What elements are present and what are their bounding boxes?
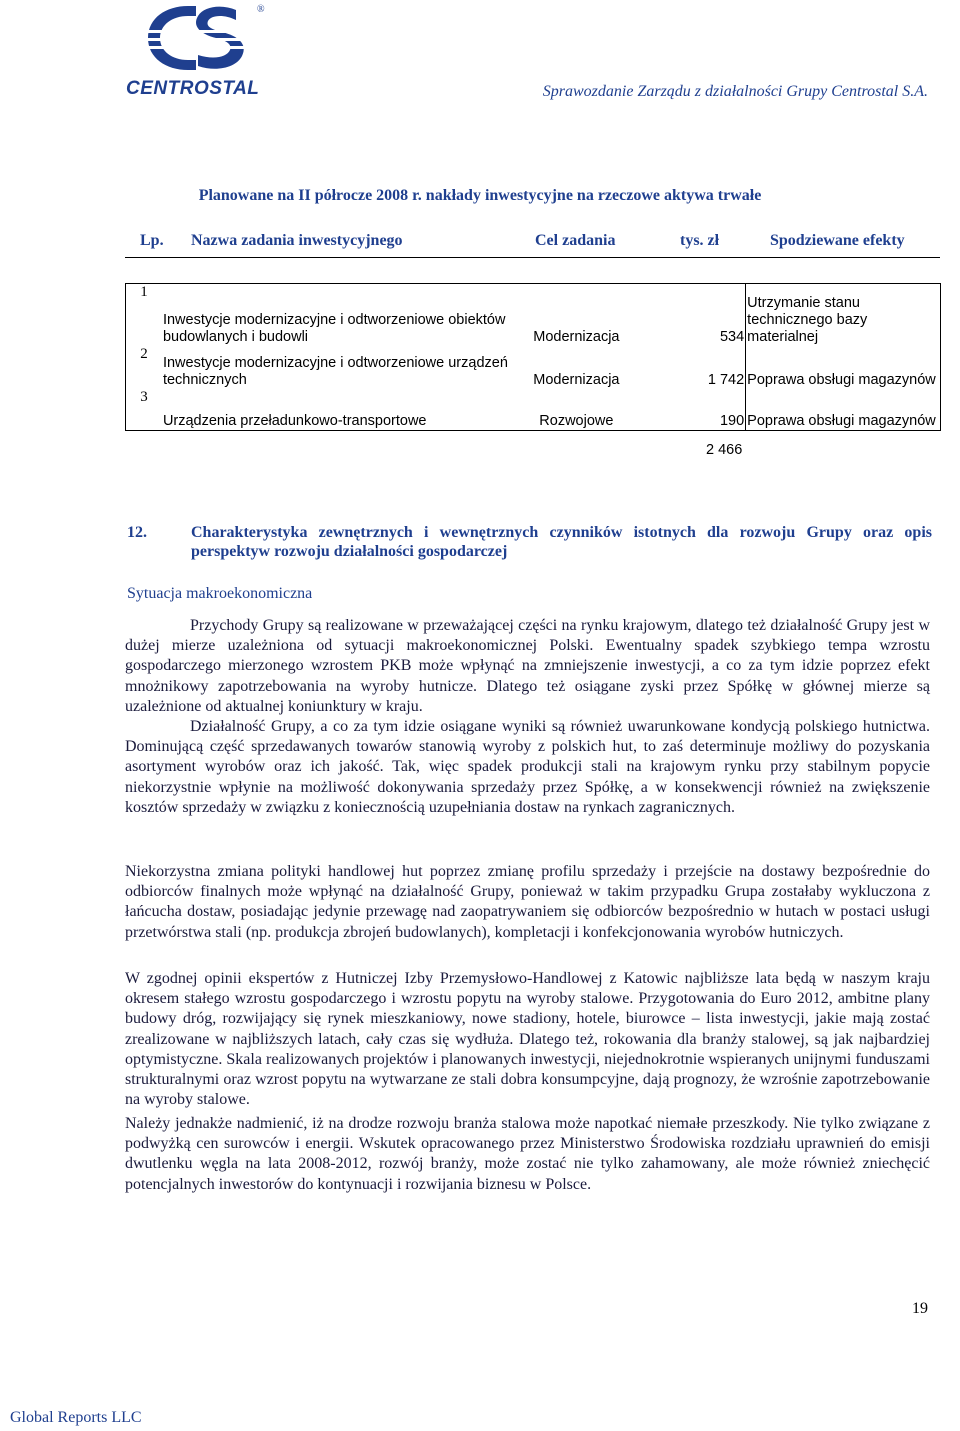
- section-heading-text: Charakterystyka zewnętrznych i wewnętrznych czynników istotnych dla rozwoju Grupy oraz opis perspektyw rozwoju działalności gospodarczej: [191, 524, 932, 560]
- row-amount: 1 742: [707, 372, 745, 388]
- row-amount: 534: [637, 284, 745, 347]
- footer-source: Global Reports LLC: [10, 1409, 142, 1426]
- paragraph: Przychody Grupy są realizowane w przeważającej części na rynku krajowym, dlatego też działalność Grupy jest w dużej mierze uzależniona od sytuacji makroekonomicznej Polski. Ewentualny spadek szybkiego tempa wzrostu gospodarczego mierzonego wzrostem PKB może wpłynąć na zmniejszenie inwestycji, a co za tym idzie poprzez efekt mnożnikowy zapotrzebowania na wyroby hutnicze. Dlatego też osiągane zyski przez Spółkę w głównej mierze są uzależnione od aktualnej koniunktury w kraju.: [125, 617, 930, 715]
- header-task-name: Nazwa zadania inwestycyjnego: [191, 232, 403, 249]
- header-effects: Spodziewane efekty: [770, 232, 905, 249]
- row-amount: 190: [637, 389, 745, 431]
- row-lp: 3: [126, 389, 162, 431]
- subheading: Sytuacja makroekonomiczna: [127, 585, 313, 602]
- paragraph: Działalność Grupy, a co za tym idzie osiągane wyniki są również uwarunkowane kondycją polskiego hutnictwa. Dominującą część sprzedawanych towarów stanowią wyroby z polskich hut, to zaś determinuje możliwy do pozyskania asortyment wyrobów oraz ich jakość. Tak, więc spadek produkcji stali na krajowym rynku przy stabilnym popycie niekorzystnie wpłynie na możliwość dokonywania sprzedaży przez Spółkę, a w konsekwencji również na zwiększenie kosztów sprzedaży w związku z koniecznością uzupełniania dostaw na rynkach zagranicznych.: [125, 718, 930, 816]
- row-goal: Modernizacja: [533, 372, 620, 388]
- section-heading: [127, 523, 932, 561]
- row-effect: Utrzymanie stanu technicznego bazy materialnej: [746, 284, 941, 347]
- header-amount: tys. zł: [680, 232, 720, 249]
- table-row: [126, 346, 941, 389]
- row-task-name: Inwestycje modernizacyjne i odtworzeniowe urządzeń technicznych: [162, 355, 508, 388]
- registered-mark: ®: [257, 4, 265, 15]
- row-task-name: Urządzenia przeładunkowo-transportowe: [162, 389, 515, 431]
- row-lp: 2: [126, 346, 162, 389]
- table-row: [126, 389, 941, 431]
- report-title: Sprawozdanie Zarządu z działalności Grupy Centrostal S.A.: [542, 83, 928, 100]
- row-effect: Poprawa obsługi magazynów: [746, 389, 941, 431]
- header-divider: [125, 257, 940, 258]
- section-number: 12.: [127, 524, 147, 541]
- table-total: 2 466: [706, 442, 743, 458]
- row-effect: Poprawa obsługi magazynów: [746, 346, 941, 389]
- row-task-name: Inwestycje modernizacyjne i odtworzeniowe obiektów budowlanych i budowli: [162, 284, 515, 347]
- row-lp: 1: [126, 284, 162, 347]
- header-goal: Cel zadania: [535, 232, 616, 249]
- investment-table-title: Planowane na II półrocze 2008 r. nakłady inwestycyjne na rzeczowe aktywa trwałe: [198, 187, 762, 204]
- row-goal: Modernizacja: [515, 284, 637, 347]
- logo-wordmark: CENTROSTAL: [126, 78, 260, 99]
- header-lp: Lp.: [140, 232, 164, 249]
- investment-table: [125, 283, 941, 431]
- row-goal: Rozwojowe: [515, 389, 637, 431]
- paragraph: Należy jednakże nadmienić, iż na drodze rozwoju branża stalowa może napotkać niemałe przeszkody. Nie tylko związane z podwyżką cen surowców i energii. Wskutek opracowanego przez Ministerstwo Środowiska rozdziału uprawnień do emisji dwutlenku węgla na lata 2008-2012, rozwój branży, może zostać nie tylko zahamowany, ale może również zniechęcić potencjalnych inwestorów do kontynuacji i rozwijania biznesu w Polsce.: [125, 1115, 930, 1193]
- paragraph: Niekorzystna zmiana polityki handlowej hut poprzez zmianę profilu sprzedaży i przejście na dostawy bezpośrednie do odbiorców finalnych może wpłynąć na działalność Grupy, ponieważ w takim przypadku Grupa zostałaby wykluczona z łańcucha dostaw, posiadając jedynie przewagę nad zaopatrywaniem się odbiorców bezpośrednio w hutach w postaci usługi przetwórstwa stali (np. produkcja zbrojeń budowlanych), kompletacji i konfekcjonowania wyrobów hutniczych.: [125, 863, 930, 941]
- page-number: 19: [912, 1300, 928, 1317]
- table-row: [126, 284, 941, 347]
- paragraph: W zgodnej opinii ekspertów z Hutniczej Izby Przemysłowo-Handlowej z Katowic najbliższe lata będą w naszym kraju okresem stałego wzrostu gospodarczego i wzrostu popytu na wyroby stalowe. Przygotowania do Euro 2012, ambitne plany budowy dróg, rozwijający się rynek mieszkaniowy, nowe stadiony, hotele, biurowce – lista inwestycji, jakie mają zostać zrealizowane w najbliższych latach, cały czas się wydłuża. Dlatego też, rokowania dla branży stalowej, są jak najbardziej optymistyczne. Skala realizowanych projektów i planowanych inwestycji, niejednokrotnie wspieranych unijnymi funduszami strukturalnymi oraz wzrost popytu na wytwarzane ze stali dobra konsumpcyjne, dają prognozy, że wzrośnie zapotrzebowanie na wyroby stalowe.: [125, 970, 930, 1109]
